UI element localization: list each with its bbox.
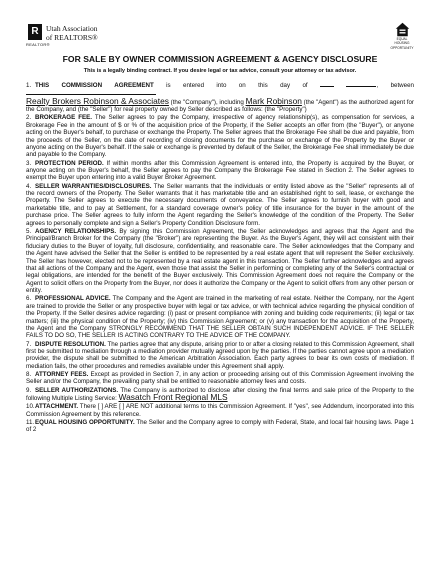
section-number: 9.: [26, 386, 32, 394]
legal-notice: This is a legally binding contract. If you desire legal or tax advice, consult your attorney or tax advisor.: [83, 68, 357, 74]
document-title: FOR SALE BY OWNER COMMISSION AGREEMENT & AGENCY DISCLOSURE: [62, 54, 378, 64]
section-heading: ATTORNEY FEES.: [35, 371, 89, 379]
section-text: (the "Agent") as the authorized agent for the Company, and (the "Seller") for real property owned by Seller described as follows: (the "Property"): [26, 98, 414, 114]
section-text: The Company is authorized to disclose after closing the final terms and sale price of the Property to the following Multiple Listing Service:: [26, 386, 415, 403]
section-9: [26, 387, 414, 403]
blank-month: [346, 81, 376, 87]
section-text: , between: [376, 82, 414, 89]
blank-seller-name: [26, 89, 156, 95]
section-text: There [ ] ARE [ ] ARE NOT additional terms to this Commission Agreement. If "yes", see Addendum, incorporated into this Commission Agreement by this reference.: [26, 403, 414, 418]
section-heading: BROKERAGE FEE.: [35, 114, 92, 122]
section-text: The parties agree that any dispute, arising prior to or after a closing related to this Commission Agreement, shall first be submitted to mediation through a mediation provider mutually agreed upon by the parties. If the parties cannot agree upon a mediation provider, the dispute shall be submitted to the American Arbitration Association. Each party agrees to bear its own costs of mediation. If mediation fails, the other procedures and remedies available under this Agreement shall apply.: [26, 340, 415, 370]
realtor-logo-caption: REALTOR®: [26, 42, 50, 47]
section-number: 1.: [26, 82, 32, 89]
section-text: The Seller warrants that the individuals or entity listed above as the "Seller" represents all of the record owners of the Property. The Seller warrants that it has marketable title and an established right to sell, lease, or exchange the Property. The Seller agrees to execute the necessary documents of conveyance. The Seller agrees to furnish buyer with good and marketable title, and to pay at Settlement, for a standard coverage owner's policy of title insurance for the buyer in the amount of the purchase price. The Seller agrees to fully inform the Agent regarding the Seller's knowledge of the condition of the Property. The Seller agrees to personally complete and sign a Seller's Property Condition Disclosure form.: [26, 182, 414, 227]
page-footer: Page 1 of 2: [26, 418, 414, 434]
section-10: [26, 403, 414, 418]
section-number: 3.: [26, 159, 32, 167]
section-heading: SELLER AUTHORIZATIONS.: [35, 386, 119, 394]
association-line-2: of REALTORS®: [46, 32, 98, 42]
section-text: The Seller agrees to pay the Company, irrespective of agency relationship(s), as compensation for services, a Brokerage Fee in the amount of $ or % of the acquisition price of the Property, if the Seller accepts an offer from (the "Buyer"), or anyone acting on the Buyer's behalf, to purchase or exchange the Property. The Seller agrees that the Brokerage Fee shall be due and payable, from the proceeds of the Seller, on the date of recording of closing documents for the purchase or exchange of the Property by the Buyer or anyone acting on the Buyer's behalf. If the sale or exchange is prevented by default of the Seller, the Brokerage Fee shall immediately be due and payable to the Company.: [26, 114, 415, 159]
company-name: Realty Brokers Robinson & Associates: [26, 95, 169, 106]
equal-housing-caption-2: OPPORTUNITY: [390, 45, 414, 50]
section-number: 2.: [26, 114, 32, 122]
association-line-1: Utah Association: [46, 24, 98, 33]
realtor-logo: R: [28, 24, 42, 40]
section-heading: THIS COMMISSION AGREEMENT: [35, 82, 154, 89]
section-number: 8.: [26, 371, 32, 379]
section-number: 10.: [26, 403, 35, 411]
section-heading: SELLER WARRANTIES/DISCLOSURES.: [35, 182, 152, 190]
section-number: 6.: [26, 295, 32, 303]
section-6: [26, 295, 414, 339]
association-name: [46, 25, 98, 42]
section-heading: DISPUTE RESOLUTION.: [35, 340, 106, 348]
section-3: [26, 160, 414, 182]
section-4: [26, 183, 414, 227]
section-number: 11.: [26, 418, 35, 426]
section-text: (the "Company"), including: [170, 98, 244, 106]
section-text: By signing this Commission Agreement, the Seller acknowledges and agrees that the Agent and the Principal/Branch Broker for the Company (the "Broker") are representing the Buyer. As the Buyer's Agent, they will act consistent with their fiduciary duties to the Buyer of loyalty, full disclosure, confidentiality, and reasonable care. The Seller acknowledges that the Company and the Agent have advised the Seller that the Seller is entitled to be represented by a real estate agent that will represent the Seller exclusively. The Seller has however, elected not to be represented by a real estate agent in this transaction. The Seller further acknowledges and agrees that all actions of the Company and the Agent, even those that assist the Seller in performing or completing any of the Seller's contractual or legal obligations, are intended for the benefit of the Buyer exclusively. This Commission Agreement does not require the Company or the Agent to solicit offers on the Property from the Buyer, nor does it authorize the Company or the Agent to solicit offers from any other person or entity.: [26, 227, 414, 295]
section-number: 5.: [26, 227, 32, 235]
section-heading: EQUAL HOUSING OPPORTUNITY.: [35, 418, 135, 426]
section-heading: AGENCY RELATIONSHIPS.: [35, 227, 117, 235]
section-8: [26, 371, 414, 386]
section-11: [26, 419, 414, 434]
document-body: [26, 81, 414, 434]
section-heading: PROFESSIONAL ADVICE.: [35, 295, 111, 303]
house-icon: [395, 22, 410, 37]
section-heading: ATTACHMENT.: [35, 403, 79, 411]
equal-housing-logo: [390, 22, 414, 50]
agent-name: Mark Robinson: [245, 95, 302, 106]
equal-housing-caption-1: EQUAL HOUSING: [394, 37, 410, 45]
section-1: [26, 81, 414, 114]
section-text: is entered into on this day of: [166, 82, 308, 89]
section-text: Except as provided in Section 7, in any action or proceeding arising out of this Commission Agreement involving the Seller and/or the Company, the prevailing party shall be entitled to reasonable attorney fees and costs.: [26, 371, 414, 386]
section-heading: PROTECTION PERIOD.: [35, 159, 104, 167]
section-5: [26, 228, 414, 295]
section-text: The Company and the Agent are trained in the marketing of real estate. Neither the Company, nor the Agent are trained to provide the Seller or any prospective buyer with legal or tax advice, or with technical advice regarding the physical condition of the Property. If the Seller desires advice regarding: (i) past or present compliance with zoning and building code requirements; (ii) legal or tax matters; (iii) the physical condition of the Property; (iv) this Commission Agreement; or (v) any transaction for the acquisition of the Property, the Agent and the Company STRONGLY RECOMMEND THAT THE SELLER OBTAIN SUCH INDEPENDENT ADVICE. IF THE SELLER FAILS TO DO SO, THE SELLER IS ACTING CONTRARY TO THE ADVICE OF THE COMPANY.: [26, 295, 415, 340]
blank-day: [320, 81, 334, 87]
section-text: If within months after this Commission Agreement is entered into, the Property is acquired by the Buyer, or anyone acting on the Buyer's behalf, the Seller agrees to pay the Company the Brokerage Fee stated in Section 2. The Seller agrees to exempt the Buyer upon entering into a valid Buyer Broker Agreement.: [26, 159, 414, 182]
section-number: 4.: [26, 182, 32, 190]
section-number: 7.: [26, 340, 32, 348]
document-header: [26, 22, 414, 52]
section-7: [26, 341, 414, 371]
mls-name: Wasatch Front Regional MLS: [118, 392, 228, 403]
section-2: [26, 114, 414, 158]
section-text: The Seller and the Company agree to comply with Federal, State, and local fair housing laws.: [136, 418, 393, 426]
